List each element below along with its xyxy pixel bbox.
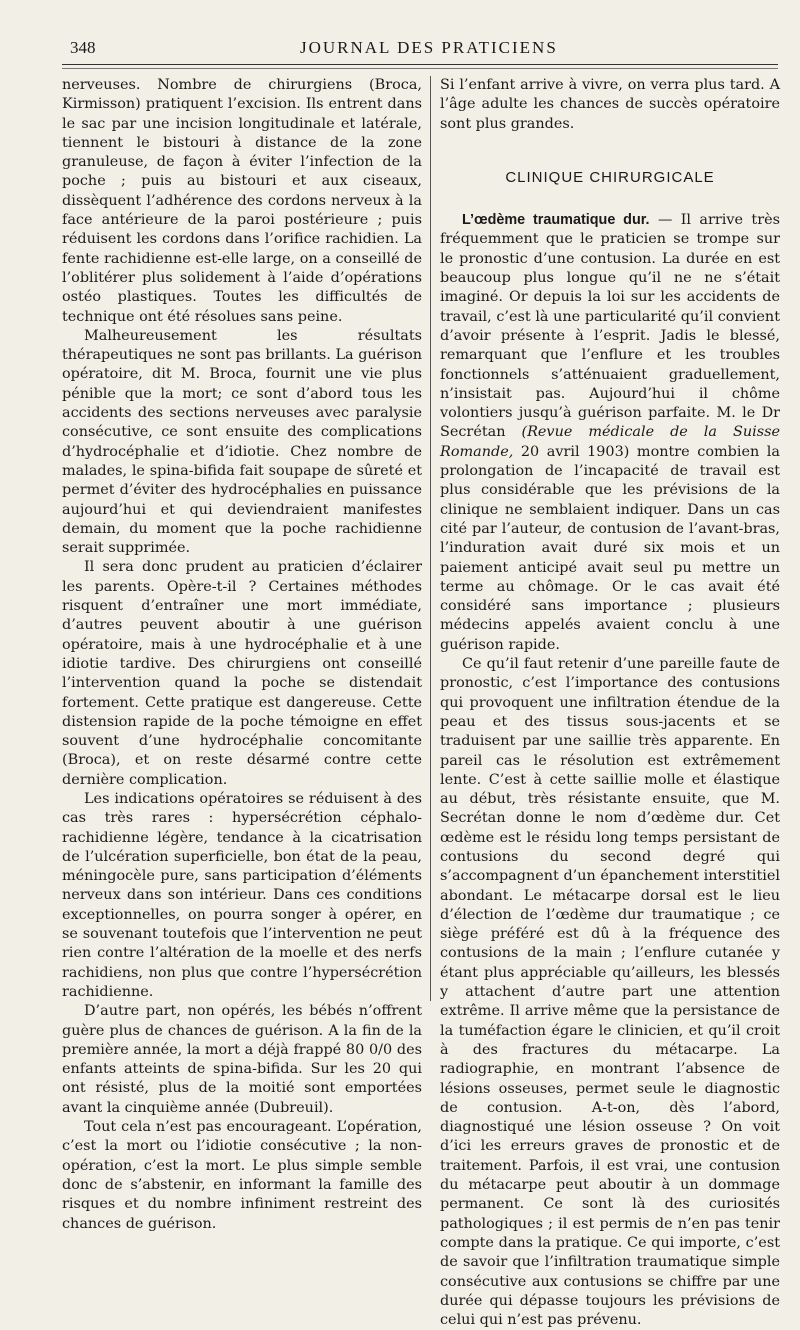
column-divider xyxy=(430,76,431,1001)
paragraph-text: 20 avril 1903) montre combien la prolongation de l’incapacité de travail est plus considérable que les prévisions de la clinique ne semblaient indiquer. Dans un cas cité par l’auteur, de contusion de l’avant-bras, l’induration avait duré six mois et un paiement anticipé avait seul pu mettre un terme au chômage. Or le cas avait été considéré sans importance ; plusieurs médecins appelés avaient conclu à une guérison rapide. xyxy=(440,443,780,653)
paragraph: nerveuses. Nombre de chirurgiens (Broca, Kirmisson) pratiquent l’excision. Ils entrent dans le sac par une incision longitudinale et latérale, tiennent le bistouri à distance de la zone granuleuse, de façon à éviter l’infection de la poche ; puis au bistouri et aux ciseaux, dissèquent l’adhérence des cordons nerveux à la face antérieure de la paroi postérieure ; puis réduisent les cordons dans l’orifice rachidien. La fente rachidienne est-elle large, on a conseillé de l’oblitérer plus solidement à l’aide d’opérations ostéo plastiques. Toutes les difficultés de technique ont été résolues sans peine. xyxy=(62,77,422,325)
journal-title: JOURNAL DES PRATICIENS xyxy=(300,38,558,57)
paragraph: Tout cela n’est pas encourageant. L’opération, c’est la mort ou l’idiotie consécutive ; la non-opération, c’est la mort. Le plus simple semble donc de s’abstenir, en informant la famille des risques et du nombre infiniment restreint des chances de guérison. xyxy=(62,1119,422,1232)
paragraph: Si l’enfant arrive à vivre, on verra plus tard. A l’âge adulte les chances de succès opératoire sont plus grandes. xyxy=(440,77,780,132)
header-rule xyxy=(62,64,778,65)
section-heading: CLINIQUE CHIRURGICALE xyxy=(505,168,715,186)
paragraph xyxy=(440,211,780,655)
citation: (Revue médicale de la Suisse Romande, xyxy=(440,424,780,460)
left-column xyxy=(62,76,422,1234)
page-number: 348 xyxy=(70,38,96,57)
paragraph: D’autre part, non opérés, les bébés n’offrent guère plus de chances de guérison. A la fin de la première année, la mort a déjà frappé 80 0/0 des enfants atteints de spina-bifida. Sur les 20 qui ont résisté, plus de la moitié sont emportées avant la cinquième année (Dubreuil). xyxy=(62,1003,422,1116)
right-column xyxy=(440,76,780,1330)
paragraph: Les indications opératoires se réduisent à des cas très rares : hypersécrétion céphalo-rachidienne légère, tendance à la cicatrisation de l’ulcération superficielle, bon état de la peau, méningocèle pure, sans participation d’éléments nerveux dans son intérieur. Dans ces conditions exceptionnelles, on pourra songer à opérer, en se souvenant toutefois que l’intervention ne peut rien contre l’altération de la moelle et des nerfs rachidiens, non plus que contre l’hypersécrétion rachidienne. xyxy=(62,790,422,1000)
article-subtitle: L’œdème traumatique dur. xyxy=(462,212,650,229)
paragraph-text: — Il arrive très fréquemment que le praticien se trompe sur le pronostic d’une contusion. La durée en est beaucoup plus longue qu’il ne ne s’était imaginé. Or depuis la loi sur les accidents de travail, c’est là une particularité qu’il convient d’avoir présente à l’esprit. Jadis le blessé, remarquant que l’enflure et les troubles fonctionnels s’atténuaient graduellement, n’insistait pas. Aujourd’hui il chôme volontiers jusqu’à guérison parfaite. M. le Dr Secrétan xyxy=(440,212,780,441)
paragraph: Il sera donc prudent au praticien d’éclairer les parents. Opère-t-il ? Certaines méthodes risquent d’entraîner une mort immédiate, d’autres peuvent aboutir à une guérison opératoire, mais à une hydrocéphalie et à une idiotie tardive. Des chirurgiens ont conseillé l’intervention quand la poche se distendait fortement. Cette pratique est dangereuse. Cette distension rapide de la poche témoigne en effet souvent d’une hydrocéphalie concomitante (Broca), et on reste désarmé contre cette dernière complication. xyxy=(62,559,422,788)
header-rule-secondary xyxy=(62,68,778,69)
page-header xyxy=(70,36,780,66)
paragraph: Ce qu’il faut retenir d’une pareille faute de pronostic, c’est l’importance des contusions qui provoquent une infiltration étendue de la peau et des tissus sous-jacents et se traduisent par une saillie très apparente. En pareil cas le résolution est extrêmement lente. C’est à cette saillie molle et élastique au début, très résistante ensuite, que M. Secrétan donne le nom d’œdème dur. Cet œdème est le résidu long temps persistant de contusions du second degré qui s’accompagnent d’un épanchement interstitiel abondant. Le métacarpe dorsal est le lieu d’élection de l’œdème dur traumatique ; ce siège préféré est dû à la fréquence des contusions de la main ; l’enflure cutanée y étant plus appréciable qu’ailleurs, les blessés y attachent d’autre part une attention extrême. Il arrive même que la persistance de la tuméfaction égare le clinicien, et qu’il croit à des fractures du métacarpe. La radiographie, en montrant l’absence de lésions osseuses, permet seule le diagnostic de contusion. A-t-on, dès l’abord, diagnostiqué une lésion osseuse ? On voit d’ici les erreurs graves de pronostic et de traitement. Parfois, il est vrai, une contusion du métacarpe peut aboutir à un dommage permanent. Ce sont là des curiosités pathologiques ; il est permis de n’en pas tenir compte dans la pratique. Ce qui importe, c’est de savoir que l’infiltration traumatique simple consécutive aux contusions se chiffre par une durée qui dépasse toujours les prévisions de celui qui n’est pas prévenu. xyxy=(440,656,780,1329)
paragraph: Malheureusement les résultats thérapeutiques ne sont pas brillants. La guérison opératoire, dit M. Broca, fournit une vie plus pénible que la mort; ce sont d’abord tous les accidents des sections nerveuses avec paralysie consécutive, ce sont ensuite des complications d’hydrocéphalie et d’idiotie. Chez nombre de malades, le spina-bifida fait soupape de sûreté et permet d’éviter des hydrocéphalies en puissance aujourd’hui et qui deviendraient manifestes demain, du moment que la poche rachidienne serait supprimée. xyxy=(62,327,422,557)
